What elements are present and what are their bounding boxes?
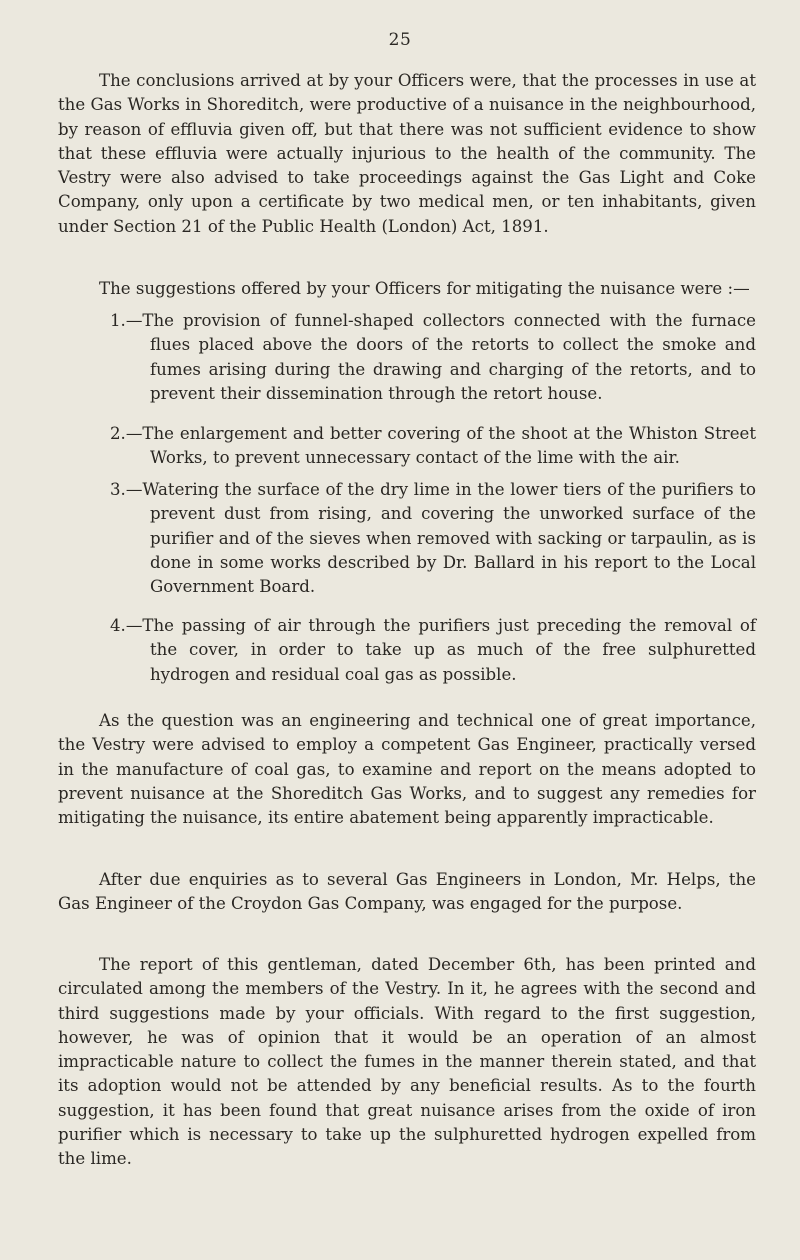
engineering-paragraph: As the question was an engineering and technical one of great importance, the Vestry were advised to employ a competent Gas Engineer, practically versed in the manufacture of coal gas, to examine and report on the means adopted to prevent nuisance at the Shoreditch Gas Works, and to suggest any remedies for mitigating the nuisance, its entire abatement being apparently impracticable. (58, 711, 756, 828)
intro-paragraph: The conclusions arrived at by your Officers were, that the processes in use at the Gas Works in Shoreditch, were productive of a nuisance in the neighbourhood, by reason of effluvia given off, but that there was not sufficient evidence to show that these effluvia were actually injurious to the health of the community. The Vestry were also advised to take proceedings against the Gas Light and Coke Company, only upon a certificate by two medical men, or ten inhabitants, given under Section 21 of the Public Health (London) Act, 1891. (58, 71, 756, 236)
suggestion-item-3: 3.—Watering the surface of the dry lime in the lower tiers of the purifiers to prevent dust from rising, and covering the unworked surface of the purifier and of the sieves when removed with sacking or tarpaulin, as is done in some works described by Dr. Ballard in his report to the Local Government Board. (110, 480, 756, 597)
suggestions-intro: The suggestions offered by your Officers for mitigating the nuisance were :— (99, 279, 750, 298)
report-paragraph: The report of this gentleman, dated December 6th, has been printed and circulated among the members of the Vestry. In it, he agrees with the second and third suggestions made by your officials. With regard to the first suggestion, however, he was of opinion that it would be an operation of an almost impracticable nature to collect the fumes in the manner therein stated, and that its adoption would not be attended by any beneficial results. As to the fourth suggestion, it has been found that great nuisance arises from the oxide of iron purifier which is necessary to take up the sulphuretted hydrogen expelled from the lime. (58, 955, 756, 1169)
suggestion-item-1: 1.—The provision of funnel-shaped collectors connected with the furnace flues placed above the doors of the retorts to collect the smoke and fumes arising during the drawing and charging of the retorts, and to prevent their dissemination through the retort house. (110, 311, 756, 403)
enquiries-paragraph: After due enquiries as to several Gas Engineers in London, Mr. Helps, the Gas Engineer of the Croydon Gas Company, was engaged for the purpose. (58, 870, 756, 914)
suggestion-item-2: 2.—The enlargement and better covering of the shoot at the Whiston Street Works, to prevent unnecessary contact of the lime with the air. (110, 424, 756, 468)
page-number: 25 (388, 30, 412, 50)
suggestion-item-4: 4.—The passing of air through the purifiers just preceding the removal of the cover, in order to take up as much of the free sulphuretted hydrogen and residual coal gas as possible. (110, 616, 756, 684)
